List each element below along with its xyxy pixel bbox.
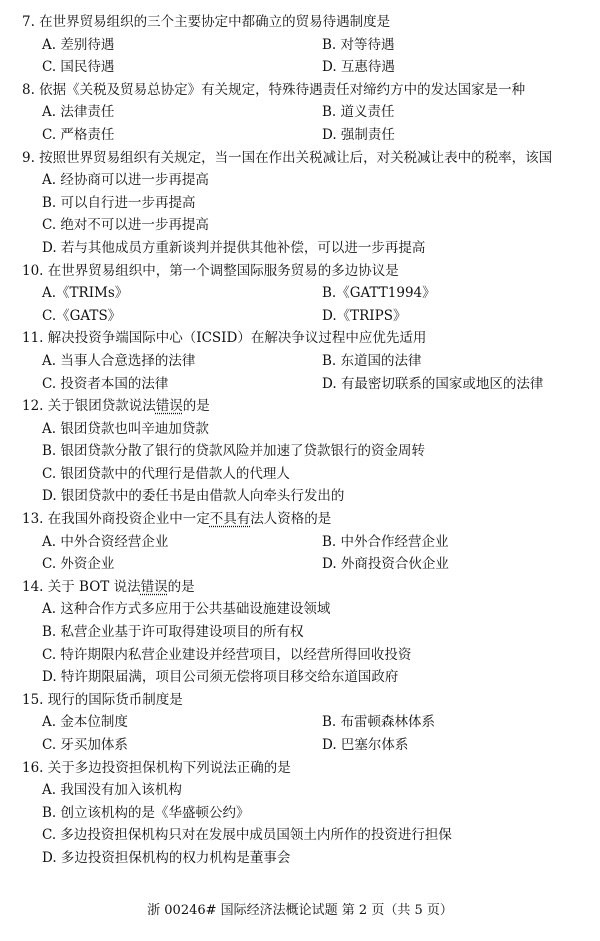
- option-row: [22, 169, 582, 192]
- option-d: D. 若与其他成员方重新谈判并提供其他补偿，可以进一步再提高: [42, 239, 426, 256]
- question-stem: [22, 576, 582, 599]
- option-row: [22, 621, 582, 644]
- emphasis-mark: 错误: [155, 398, 183, 415]
- option-a: A. 差别待遇: [42, 36, 115, 53]
- option-b: B. 私营企业基于许可取得建设项目的所有权: [42, 624, 304, 641]
- option-row: [22, 734, 582, 757]
- option-row: [22, 711, 582, 734]
- option-a: A. 中外合资经营企业: [42, 533, 169, 550]
- stem-text: 13. 在我国外商投资企业中一定: [22, 511, 210, 528]
- option-d: D. 有最密切联系的国家或地区的法律: [322, 375, 544, 392]
- option-row: [22, 553, 582, 576]
- stem-text: 14. 关于 BOT 说法: [22, 578, 141, 595]
- question-10: [22, 260, 582, 328]
- option-a: A. 银团贷款也叫辛迪加贷款: [42, 420, 209, 437]
- question-stem: [22, 508, 582, 531]
- option-c: C. 多边投资担保机构只对在发展中成员国领土内所作的投资进行担保: [42, 827, 452, 844]
- question-stem: 15. 现行的国际货币制度是: [22, 691, 183, 708]
- option-b: B. 中外合作经营企业: [322, 533, 449, 550]
- page-footer: 浙 00246# 国际经济法概论试题 第 2 页（共 5 页）: [147, 903, 453, 918]
- option-b: B.《GATT1994》: [322, 285, 436, 302]
- option-row: [22, 34, 582, 57]
- option-b: B. 创立该机构的是《华盛顿公约》: [42, 804, 250, 821]
- question-list: [22, 11, 582, 870]
- option-c: C. 银团贷款中的代理行是借款人的代理人: [42, 465, 290, 482]
- option-row: [22, 192, 582, 215]
- option-d: D. 巴塞尔体系: [322, 737, 409, 753]
- option-row: [22, 214, 582, 237]
- option-row: [22, 598, 582, 621]
- option-c: C. 牙买加体系: [42, 737, 128, 753]
- option-c: C. 严格责任: [42, 126, 115, 143]
- option-row: [22, 847, 582, 870]
- stem-text: 的是: [182, 398, 210, 415]
- emphasis-mark: 错误: [140, 578, 168, 595]
- question-16: [22, 757, 582, 870]
- question-stem: 10. 在世界贸易组织中，第一个调整国际服务贸易的多边协议是: [22, 262, 399, 279]
- question-9: [22, 147, 582, 260]
- option-row: [22, 644, 582, 667]
- option-c: C. 特许期限内私营企业建设并经营项目，以经营所得回收投资: [42, 646, 412, 663]
- option-d: D. 外商投资合伙企业: [322, 556, 449, 573]
- emphasis-mark: 不具有: [209, 511, 251, 528]
- question-8: [22, 79, 582, 147]
- option-c: C. 国民待遇: [42, 59, 115, 76]
- question-stem: [22, 395, 582, 418]
- option-d: D. 强制责任: [322, 126, 395, 143]
- option-a: A. 经协商可以进一步再提高: [42, 172, 209, 189]
- question-stem: 7. 在世界贸易组织的三个主要协定中都确立的贸易待遇制度是: [22, 14, 391, 30]
- question-11: [22, 327, 582, 395]
- stem-text: 12. 关于银团贷款说法: [22, 398, 156, 415]
- option-row: [22, 237, 582, 260]
- option-c: C. 绝对不可以进一步再提高: [42, 217, 209, 234]
- option-b: B. 可以自行进一步再提高: [42, 194, 196, 211]
- option-d: D. 银团贷款中的委任书是由借款人向牵头行发出的: [42, 488, 345, 505]
- question-stem: 16. 关于多边投资担保机构下列说法正确的是: [22, 759, 291, 776]
- option-row: [22, 463, 582, 486]
- option-a: A. 法律责任: [42, 104, 115, 121]
- question-15: [22, 689, 582, 757]
- option-b: B. 布雷顿森林体系: [322, 714, 436, 731]
- question-7: [22, 11, 582, 79]
- option-row: [22, 666, 582, 689]
- option-a: A. 金本位制度: [42, 714, 128, 731]
- option-row: [22, 485, 582, 508]
- option-c: C. 外资企业: [42, 556, 115, 573]
- question-stem: 8. 依据《关税及贸易总协定》有关规定，特殊待遇责任对缔约方中的发达国家是一种: [22, 81, 526, 98]
- option-row: [22, 373, 582, 396]
- option-b: B. 银团贷款分散了银行的贷款风险并加速了贷款银行的资金周转: [42, 443, 426, 460]
- question-14: [22, 576, 582, 689]
- option-row: [22, 124, 582, 147]
- option-row: [22, 282, 582, 305]
- option-row: [22, 779, 582, 802]
- option-row: [22, 531, 582, 554]
- option-d: D. 互惠待遇: [322, 59, 395, 76]
- option-a: A.《TRIMs》: [42, 285, 129, 302]
- option-row: [22, 305, 582, 328]
- option-b: B. 对等待遇: [322, 36, 395, 53]
- option-row: [22, 802, 582, 825]
- option-b: B. 东道国的法律: [322, 352, 422, 369]
- option-c: C.《GATS》: [42, 307, 122, 324]
- stem-text: 法人资格的是: [250, 511, 332, 528]
- option-row: [22, 350, 582, 373]
- option-row: [22, 440, 582, 463]
- option-row: [22, 56, 582, 79]
- stem-text: 的是: [167, 578, 195, 595]
- option-a: A. 我国没有加入该机构: [42, 782, 182, 799]
- option-d: D.《TRIPS》: [322, 307, 407, 324]
- question-12: [22, 395, 582, 508]
- option-a: A. 当事人合意选择的法律: [42, 352, 196, 369]
- question-stem: 9. 按照世界贸易组织有关规定，当一国在作出关税减让后，对关税减让表中的税率，该国: [22, 149, 553, 166]
- question-13: [22, 508, 582, 576]
- option-b: B. 道义责任: [322, 104, 395, 121]
- option-c: C. 投资者本国的法律: [42, 375, 169, 392]
- option-d: D. 多边投资担保机构的权力机构是董事会: [42, 849, 291, 866]
- option-a: A. 这种合作方式多应用于公共基础设施建设领域: [42, 601, 331, 618]
- question-stem: 11. 解决投资争端国际中心（ICSID）在解决争议过程中应优先适用: [22, 330, 427, 347]
- option-row: [22, 418, 582, 441]
- option-row: [22, 824, 582, 847]
- option-row: [22, 101, 582, 124]
- option-d: D. 特许期限届满，项目公司须无偿将项目移交给东道国政府: [42, 669, 399, 686]
